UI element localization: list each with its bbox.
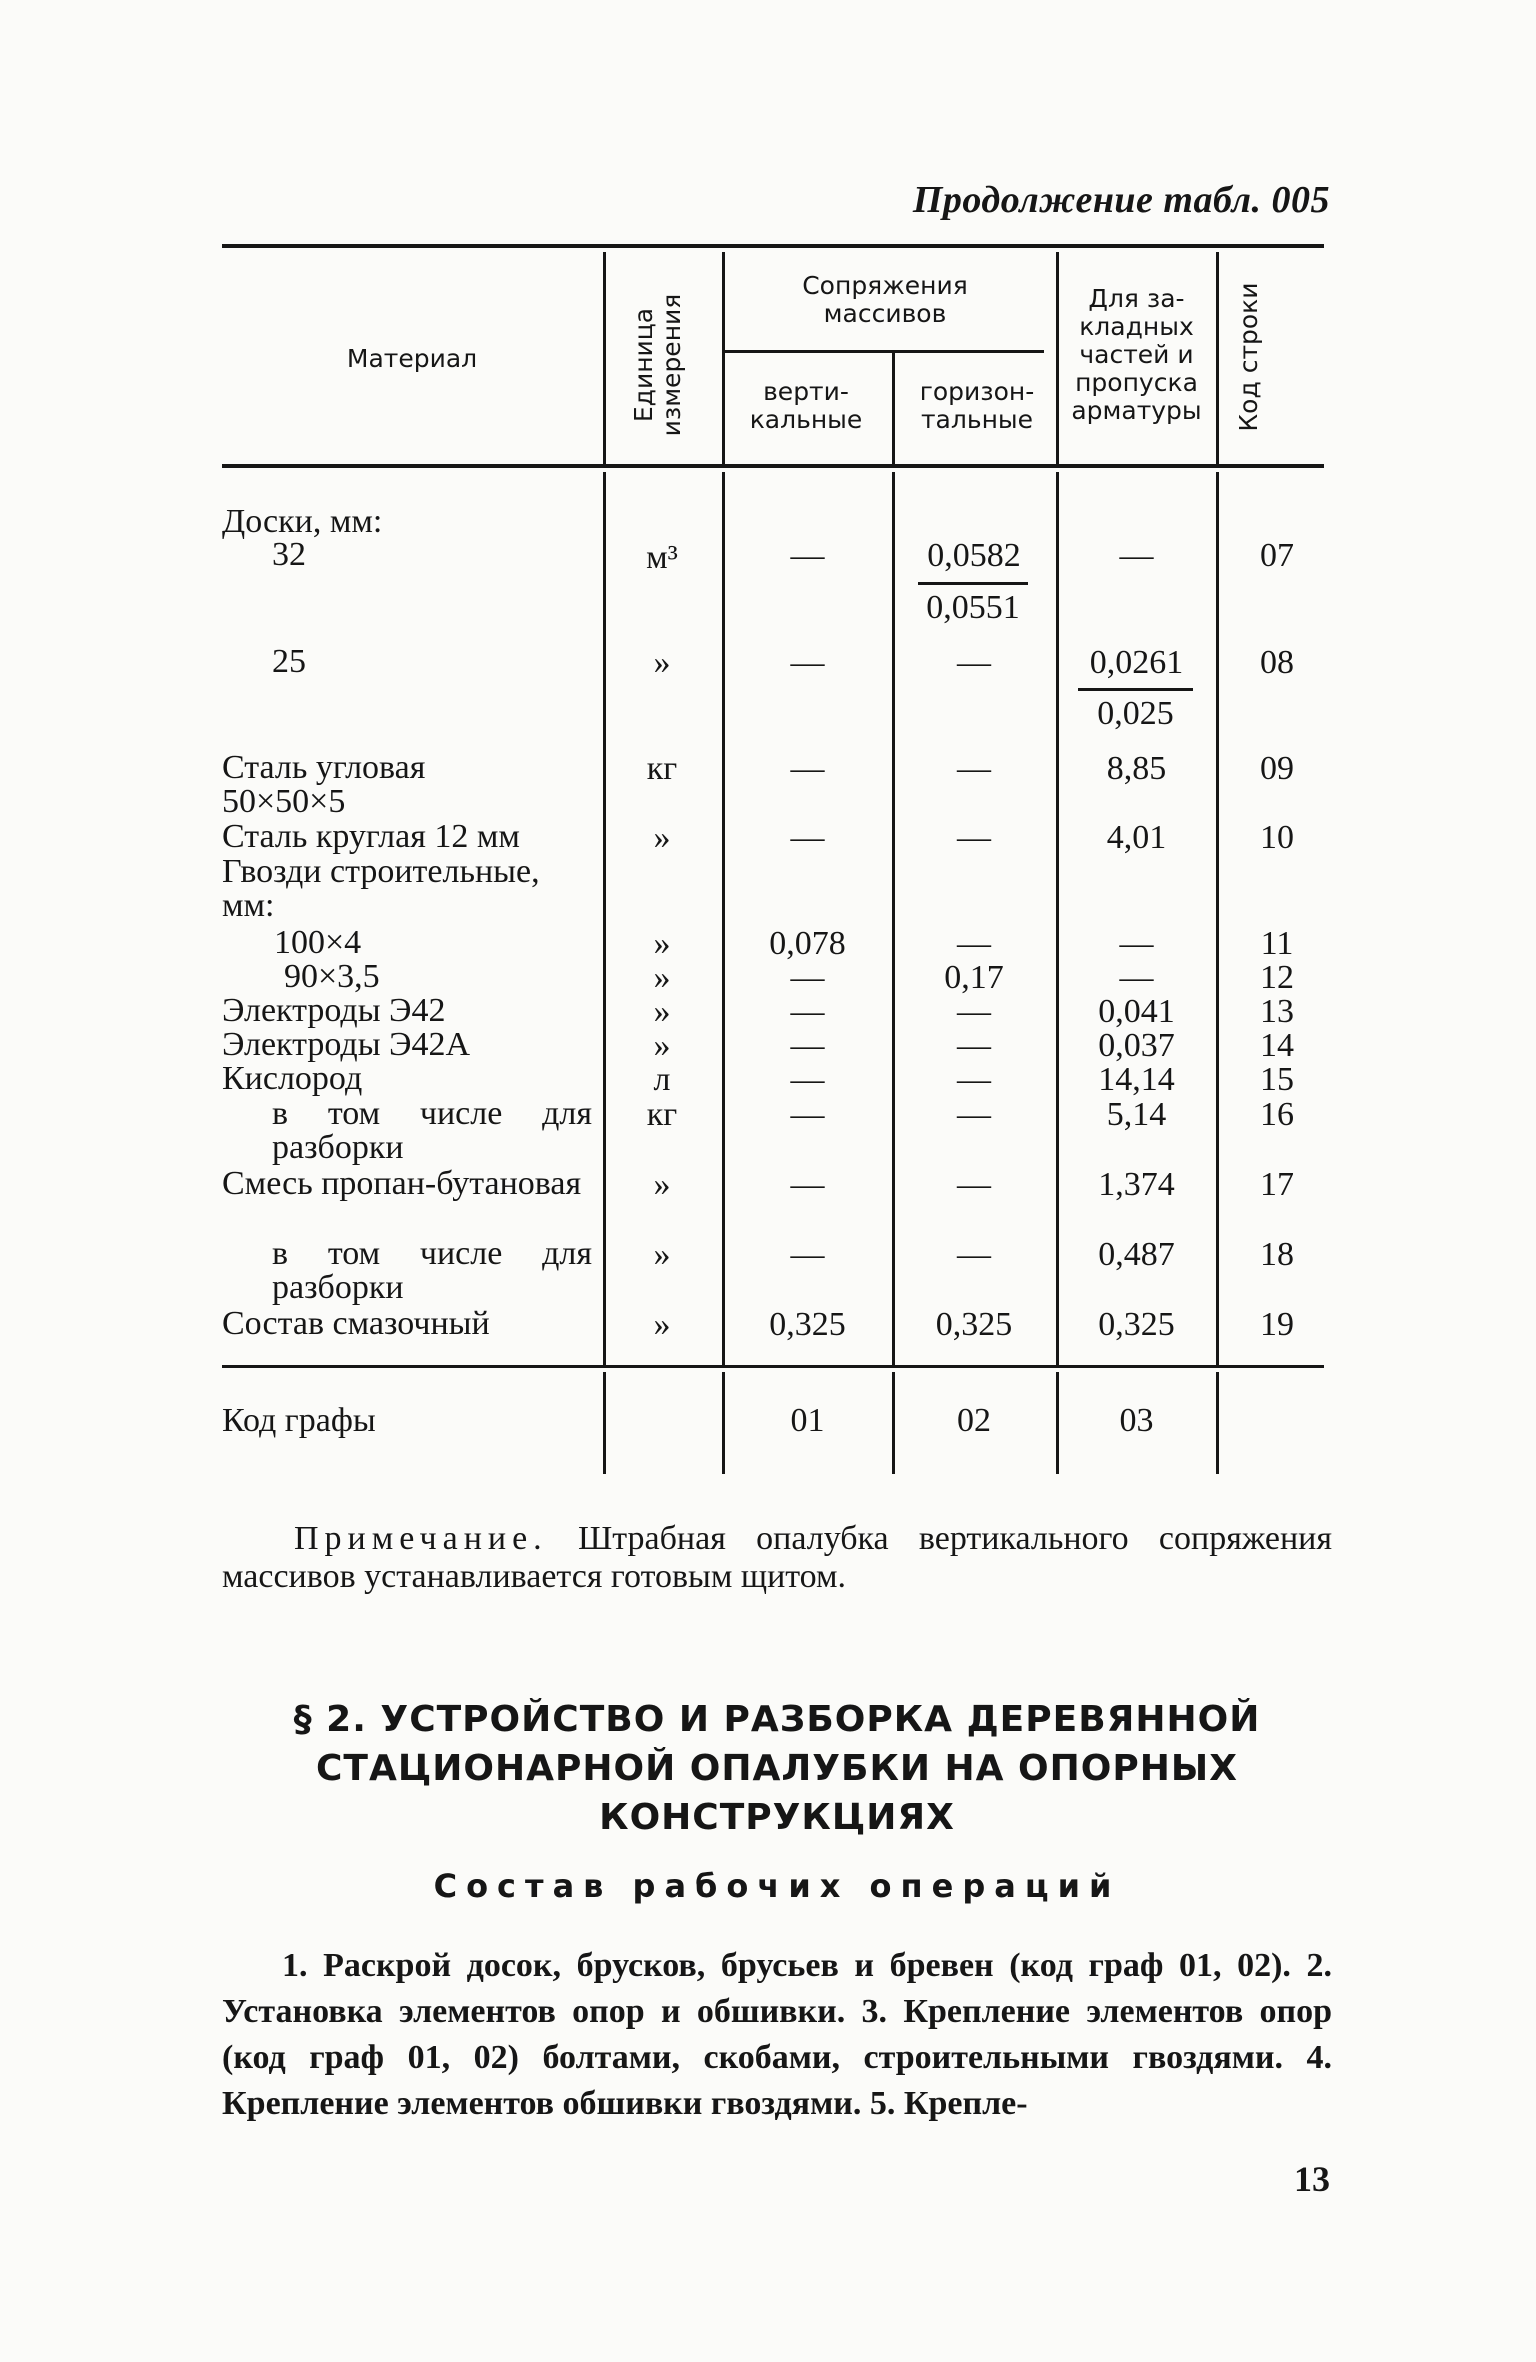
row-unit: » — [653, 1166, 671, 1203]
row-material: Электроды Э42А — [222, 1026, 471, 1063]
col-divider-4-foot — [1056, 1372, 1059, 1474]
row-unit: кг — [646, 750, 678, 787]
row-material: Кислород — [222, 1060, 363, 1097]
row-vertical: — — [790, 959, 825, 996]
row-horizontal: 0,17 — [944, 959, 1004, 996]
row-embedded: 0,325 — [1098, 1306, 1175, 1343]
row-vertical: — — [790, 819, 825, 856]
footer-col-01: 01 — [790, 1402, 825, 1439]
col-divider-4 — [1056, 252, 1059, 464]
row-material: в том числе для разборки — [272, 1235, 592, 1306]
note-text: Штрабная опалубка вертикального сопряжения массивов устанавливается готовым щитом. — [222, 1520, 1332, 1595]
row-code: 19 — [1260, 1306, 1294, 1343]
header-bottom-rule — [222, 464, 1324, 468]
row-code: 07 — [1260, 537, 1294, 574]
row-horizontal: — — [957, 644, 991, 681]
row-horizontal: — — [957, 1096, 991, 1133]
col-divider-3-foot — [892, 1372, 895, 1474]
row-material: Доски, мм: — [222, 503, 383, 540]
row-horizontal: — — [957, 750, 991, 787]
row-vertical: — — [790, 750, 825, 787]
row-embedded: 0,0261 — [1089, 644, 1184, 681]
row-embedded: 0,487 — [1098, 1236, 1175, 1273]
col-divider-1-foot — [603, 1372, 606, 1474]
row-unit: » — [653, 1236, 671, 1273]
row-horizontal: 0,325 — [935, 1306, 1013, 1343]
row-horizontal: — — [957, 925, 991, 962]
row-material: 90×3,5 — [284, 958, 380, 995]
col-divider-4-body — [1056, 472, 1059, 1365]
header-unit-line1: Единица — [629, 307, 658, 423]
header-unit-line2: измерения — [657, 293, 686, 437]
col-divider-3-body — [892, 472, 895, 1365]
col-divider-2-foot — [722, 1372, 725, 1474]
row-unit: » — [653, 1027, 671, 1064]
row-embedded: — — [1119, 537, 1154, 574]
row-horizontal-alt: 0,0551 — [918, 582, 1028, 626]
row-unit: » — [653, 644, 671, 681]
col-divider-2-body — [722, 472, 725, 1365]
row-embedded: 14,14 — [1098, 1061, 1175, 1098]
row-code: 16 — [1260, 1096, 1294, 1133]
row-code: 09 — [1260, 750, 1294, 787]
section-subheading: Состав рабочих операций — [433, 1867, 1121, 1905]
table-caption: Продолжение табл. 005 — [912, 179, 1330, 221]
row-code: 14 — [1260, 1027, 1294, 1064]
row-code: 13 — [1260, 993, 1294, 1030]
row-embedded: — — [1119, 959, 1154, 996]
group-divider — [724, 350, 1044, 353]
row-horizontal: — — [957, 1236, 991, 1273]
col-divider-1-body — [603, 472, 606, 1365]
section-heading: § 2. УСТРОЙСТВО И РАЗБОРКА ДЕРЕВЯННОЙ СТАЦИОНАРНОЙ ОПАЛУБКИ НА ОПОРНЫХ КОНСТРУКЦИЯХ — [293, 1699, 1261, 1838]
header-embedded: Для за-кладных частей и пропуска арматуры — [1071, 284, 1202, 425]
row-code: 12 — [1260, 959, 1294, 996]
note-label: Примечание. — [294, 1520, 548, 1557]
section-body: 1. Раскрой досок, брусков, брусьев и бревен (код граф 01, 02). 2. Установка элементов опор и обшивки. 3. Крепление элементов опор (код граф 01, 02) болтами, скобами, строительными гвоздями. 4. Крепление элементов обшивки гвоздями. 5. Крепле- — [222, 1947, 1332, 2122]
body-bottom-rule — [222, 1365, 1324, 1368]
row-vertical: 0,078 — [769, 925, 846, 962]
row-embedded: 1,374 — [1098, 1166, 1175, 1203]
row-vertical: — — [790, 1236, 825, 1273]
row-material: Электроды Э42 — [222, 992, 446, 1029]
row-code: 18 — [1260, 1236, 1294, 1273]
row-material: Состав смазочный — [222, 1305, 490, 1342]
row-unit: » — [653, 993, 671, 1030]
row-code: 08 — [1260, 644, 1294, 681]
row-embedded: 0,037 — [1098, 1027, 1175, 1064]
row-material: Гвозди строительные, мм: — [222, 853, 540, 924]
row-material: Смесь пропан-бутановая — [222, 1165, 582, 1202]
row-unit: » — [653, 925, 671, 962]
row-horizontal: — — [957, 1027, 991, 1064]
row-unit: » — [653, 959, 671, 996]
row-horizontal: — — [957, 819, 991, 856]
col-divider-3 — [892, 352, 895, 464]
row-vertical: — — [790, 644, 825, 681]
footer-col-02: 02 — [957, 1402, 991, 1439]
row-vertical: — — [790, 1027, 825, 1064]
row-material: Сталь угловая 50×50×5 — [222, 749, 426, 820]
header-row-code: Код строки — [1234, 282, 1263, 432]
row-material: 25 — [272, 643, 306, 680]
col-divider-2 — [722, 252, 725, 464]
footer-label: Код графы — [222, 1402, 376, 1439]
table-note — [222, 1520, 1332, 1596]
row-embedded: 0,041 — [1098, 993, 1175, 1030]
row-embedded: 4,01 — [1106, 819, 1167, 856]
col-divider-1 — [603, 252, 606, 464]
row-code: 10 — [1260, 819, 1294, 856]
col-divider-5-foot — [1216, 1372, 1219, 1474]
row-horizontal: — — [957, 1061, 991, 1098]
header-group: Сопряжения массивов — [802, 271, 968, 328]
row-horizontal: — — [957, 1166, 991, 1203]
row-horizontal: — — [957, 993, 991, 1030]
page-number: 13 — [1294, 2159, 1330, 2199]
col-divider-5 — [1216, 252, 1219, 464]
row-code: 11 — [1260, 925, 1294, 962]
row-embedded: 5,14 — [1106, 1096, 1167, 1133]
header-unit — [630, 275, 690, 455]
row-code: 17 — [1260, 1166, 1294, 1203]
footer-col-03: 03 — [1119, 1402, 1154, 1439]
row-material: Сталь круглая 12 мм — [222, 818, 520, 855]
header-vertical: верти-кальные — [749, 377, 863, 434]
row-material: 100×4 — [274, 924, 362, 961]
row-unit: м³ — [646, 539, 678, 576]
row-embedded: — — [1119, 925, 1154, 962]
header-material: Материал — [346, 344, 478, 373]
row-material: в том числе для разборки — [272, 1095, 592, 1166]
row-embedded: 8,85 — [1106, 750, 1167, 787]
row-vertical: — — [790, 1166, 825, 1203]
table-top-rule — [222, 244, 1324, 248]
row-unit: л — [653, 1061, 671, 1098]
row-unit: » — [653, 819, 671, 856]
row-vertical: 0,325 — [769, 1306, 846, 1343]
col-divider-5-body — [1216, 472, 1219, 1365]
row-material: 32 — [272, 536, 306, 573]
row-embedded-alt: 0,025 — [1078, 688, 1193, 732]
row-unit: кг — [646, 1096, 678, 1133]
row-horizontal: 0,0582 — [927, 537, 1021, 574]
row-vertical: — — [790, 1061, 825, 1098]
row-vertical: — — [790, 993, 825, 1030]
row-code: 15 — [1260, 1061, 1294, 1098]
row-vertical: — — [790, 537, 825, 574]
row-unit: » — [653, 1306, 671, 1343]
header-horizontal: горизон-тальные — [919, 377, 1035, 434]
row-vertical: — — [790, 1096, 825, 1133]
